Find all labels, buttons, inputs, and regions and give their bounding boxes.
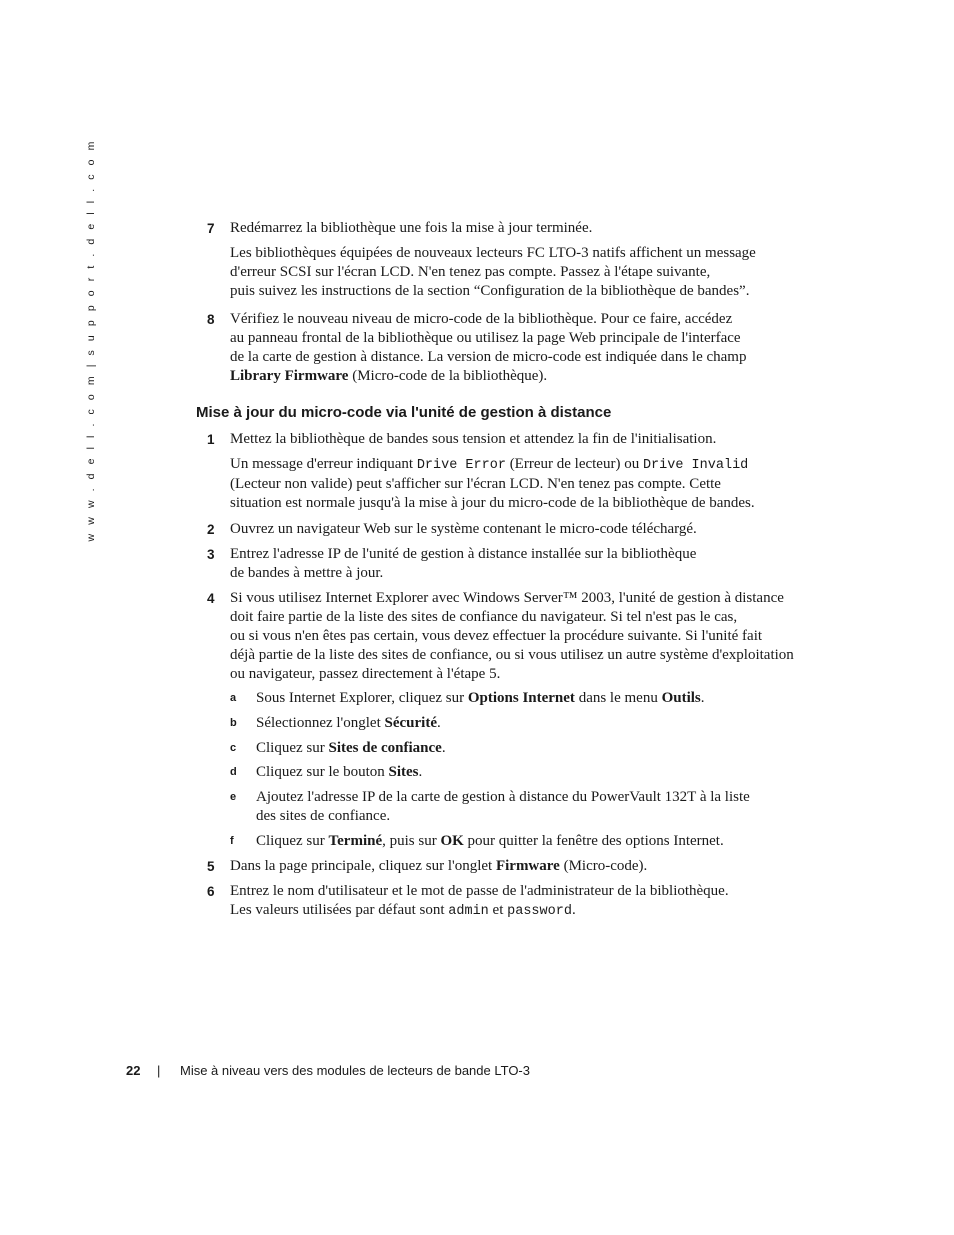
text-run: .	[441, 740, 446, 756]
ui-term: OK	[440, 833, 464, 849]
step-line: ou navigateur, passez directement à l'étape 5.	[230, 666, 501, 682]
field-name: Library Firmware	[230, 368, 349, 384]
text-run: Sélectionnez l'onglet	[256, 715, 385, 731]
step-line: de la carte de gestion à distance. La version de micro-code est indiquée dans le champ	[230, 349, 747, 365]
text-run: .	[700, 690, 705, 706]
step-line-tail: (Micro-code de la bibliothèque).	[348, 368, 548, 384]
ui-term: Sites de confiance	[328, 740, 442, 756]
substep-letter: f	[230, 835, 234, 847]
note-paragraph	[230, 244, 756, 301]
text-run: Sous Internet Explorer, cliquez sur	[256, 690, 468, 706]
substep-line: des sites de confiance.	[256, 808, 391, 824]
text-run: .	[436, 715, 441, 731]
step-text: Mettez la bibliothèque de bandes sous tension et attendez la fin de l'initialisation.	[230, 431, 717, 447]
step-line: déjà partie de la liste des sites de confiance, ou si vous utilisez un autre système d'exploitation	[230, 647, 794, 663]
step-text	[230, 545, 696, 583]
text-run: .	[418, 764, 423, 780]
step-text	[230, 857, 647, 876]
text-run: Les valeurs utilisées par défaut sont	[230, 902, 449, 918]
step-number: 8	[207, 312, 215, 327]
substep-text	[256, 763, 422, 782]
text-run: et	[488, 902, 508, 918]
section-heading: Mise à jour du micro-code via l'unité de gestion à distance	[196, 404, 612, 421]
step-number: 7	[207, 221, 215, 236]
text-run: dans le menu	[574, 690, 662, 706]
substep-text	[256, 714, 441, 733]
step-line: ou si vous n'en êtes pas certain, vous devez effectuer la procédure suivante. Si l'unité fait	[230, 628, 763, 644]
step-line: Entrez le nom d'utilisateur et le mot de passe de l'administrateur de la bibliothèque.	[230, 883, 729, 899]
step-line: Entrez l'adresse IP de l'unité de gestion à distance installée sur la bibliothèque	[230, 546, 697, 562]
note-paragraph	[230, 455, 755, 513]
code-drive-error: Drive Error	[416, 458, 506, 473]
step-number: 4	[207, 591, 215, 606]
text-run: Un message d'erreur indiquant	[230, 456, 417, 472]
text-run: Dans la page principale, cliquez sur l'onglet	[230, 858, 496, 874]
note-line: Les bibliothèques équipées de nouveaux lecteurs FC LTO-3 natifs affichent un message	[230, 245, 756, 261]
side-url: w w w . d e l l . c o m | s u p p o r t . d e l l . c o m	[85, 138, 97, 542]
code-password: password	[507, 904, 572, 919]
note-line: d'erreur SCSI sur l'écran LCD. N'en tenez pas compte. Passez à l'étape suivante,	[230, 264, 711, 280]
step-line: Si vous utilisez Internet Explorer avec Windows Server™ 2003, l'unité de gestion à distance	[230, 590, 784, 606]
step-text	[230, 310, 746, 386]
step-number: 6	[207, 884, 215, 899]
step-text	[230, 882, 729, 921]
step-line: au panneau frontal de la bibliothèque ou utilisez la page Web principale de l'interface	[230, 330, 741, 346]
substep-text	[256, 689, 705, 708]
footer-title: Mise à niveau vers des modules de lecteurs de bande LTO-3	[180, 1063, 530, 1078]
step-line: Vérifiez le nouveau niveau de micro-code de la bibliothèque. Pour ce faire, accédez	[230, 311, 733, 327]
footer-separator: |	[157, 1063, 161, 1078]
code-username: admin	[448, 904, 489, 919]
ui-term: Options Internet	[467, 690, 575, 706]
text-run: Cliquez sur le bouton	[256, 764, 389, 780]
step-line: doit faire partie de la liste des sites de confiance du navigateur. Si tel n'est pas le cas,	[230, 609, 738, 625]
substep-text	[256, 788, 750, 826]
note-line: puis suivez les instructions de la section “Configuration de la bibliothèque de bandes”.	[230, 283, 750, 299]
text-run: (Erreur de lecteur) ou	[505, 456, 643, 472]
step-line: de bandes à mettre à jour.	[230, 565, 384, 581]
text-run: .	[571, 902, 576, 918]
substep-text	[256, 739, 446, 758]
note-line	[230, 455, 755, 475]
substep-letter: b	[230, 717, 237, 729]
step-number: 1	[207, 432, 215, 447]
step-number: 2	[207, 522, 215, 537]
ui-term: Firmware	[495, 858, 560, 874]
substep-text	[256, 832, 724, 851]
code-drive-invalid: Drive Invalid	[642, 458, 749, 473]
ui-term: Terminé	[328, 833, 383, 849]
step-line	[230, 901, 729, 921]
ui-term: Sites	[388, 764, 419, 780]
step-line	[230, 367, 746, 386]
text-run: Cliquez sur	[256, 833, 329, 849]
text-run: pour quitter la fenêtre des options Internet.	[463, 833, 724, 849]
substep-letter: a	[230, 692, 237, 704]
step-text: Redémarrez la bibliothèque une fois la mise à jour terminée.	[230, 220, 593, 236]
step-number: 3	[207, 547, 215, 562]
note-line: (Lecteur non valide) peut s'afficher sur l'écran LCD. N'en tenez pas compte. Cette	[230, 476, 721, 492]
step-number: 5	[207, 859, 215, 874]
step-text: Ouvrez un navigateur Web sur le système contenant le micro-code téléchargé.	[230, 521, 697, 537]
step-text	[230, 589, 794, 684]
ui-term: Sécurité	[384, 715, 437, 731]
substep-letter: c	[230, 742, 237, 754]
text-run: , puis sur	[382, 833, 441, 849]
note-line: situation est normale jusqu'à la mise à jour du micro-code de la bibliothèque de bandes.	[230, 495, 755, 511]
ui-term: Outils	[661, 690, 701, 706]
substep-line: Ajoutez l'adresse IP de la carte de gestion à distance du PowerVault 132T à la liste	[256, 789, 750, 805]
text-run: Cliquez sur	[256, 740, 329, 756]
page-number: 22	[126, 1063, 141, 1078]
substep-letter: d	[230, 766, 237, 778]
text-run: (Micro-code).	[559, 858, 648, 874]
substep-letter: e	[230, 791, 237, 803]
